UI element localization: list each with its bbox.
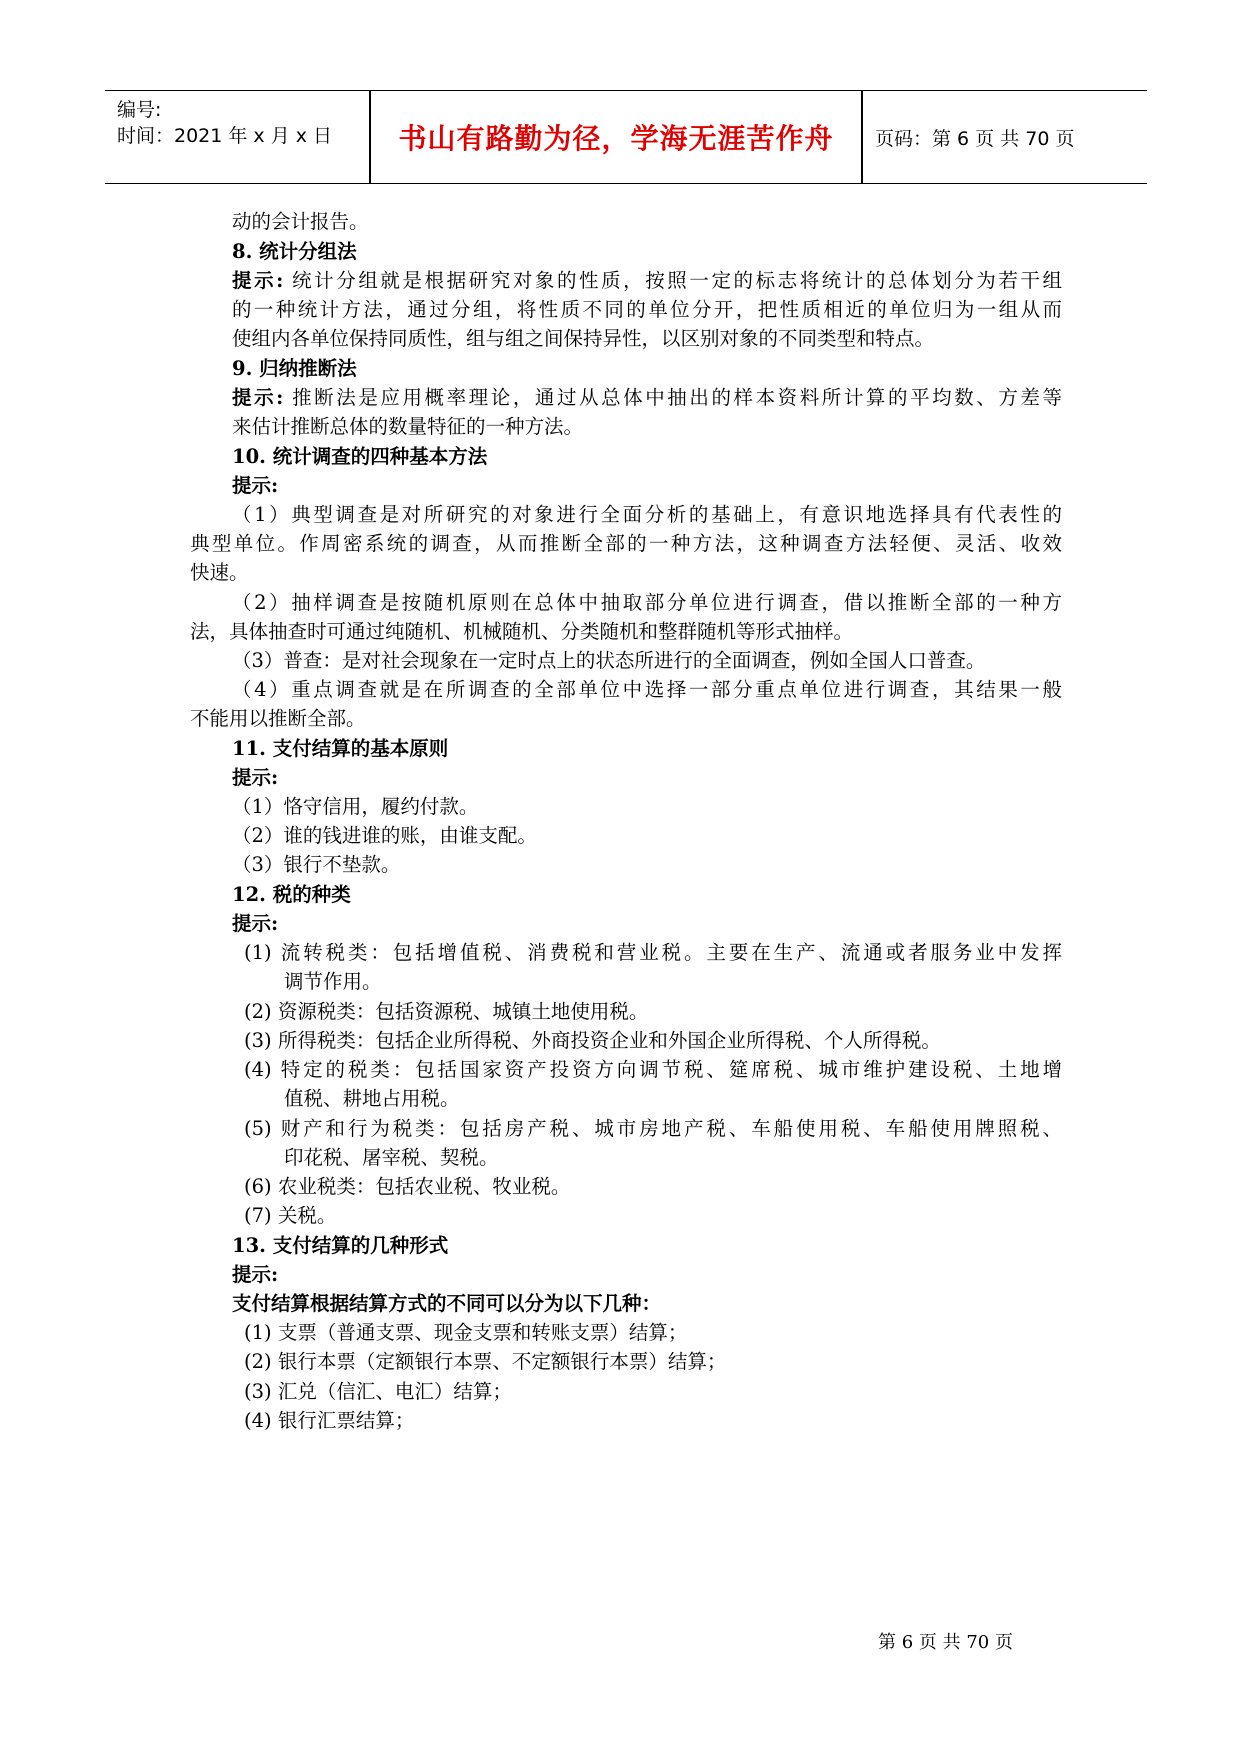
- list-item: (3) 所得税类：包括企业所得税、外商投资企业和外国企业所得税、个人所得税。: [244, 1029, 941, 1052]
- list-item: 调节作用。: [284, 970, 382, 993]
- text-line: 快速。: [190, 561, 249, 584]
- text-line: （1）典型调查是对所研究的对象进行全面分析的基础上，有意识地选择具有代表性的: [232, 503, 1062, 526]
- list-item: (1) 支票（普通支票、现金支票和转账支票）结算；: [244, 1321, 688, 1344]
- list-item: (2) 资源税类：包括资源税、城镇土地使用税。: [244, 1000, 649, 1023]
- hint-label: 提示:: [232, 1263, 279, 1286]
- section-heading: 11. 支付结算的基本原则: [232, 737, 449, 760]
- list-item: (4) 特定的税类：包括国家资产投资方向调节税、筵席税、城市维护建设税、土地增: [244, 1058, 1062, 1081]
- text-line: 不能用以推断全部。: [190, 707, 366, 730]
- section-heading: 13. 支付结算的几种形式: [232, 1234, 449, 1257]
- text-line: 法，具体抽查时可通过纯随机、机械随机、分类随机和整群随机等形式抽样。: [190, 620, 854, 643]
- list-item: (4) 银行汇票结算；: [244, 1409, 415, 1432]
- list-item: (3) 汇兑（信汇、电汇）结算；: [244, 1380, 512, 1403]
- text-line: 支付结算根据结算方式的不同可以分为以下几种：: [232, 1292, 662, 1315]
- text-line: 的一种统计方法，通过分组，将性质不同的单位分开，把性质相近的单位归为一组从而: [232, 298, 1062, 321]
- text-line: [232, 382, 1062, 410]
- hint-label: 提示:: [232, 269, 284, 292]
- hint-label: 提示:: [232, 386, 284, 409]
- section-heading: 9. 归纳推断法: [232, 357, 357, 380]
- list-item: (5) 财产和行为税类：包括房产税、城市房地产税、车船使用税、车船使用牌照税、: [244, 1117, 1062, 1140]
- header-table: [105, 90, 1147, 184]
- section-heading: 8. 统计分组法: [232, 240, 357, 263]
- hint-label: 提示:: [232, 766, 279, 789]
- list-item: (7) 关税。: [244, 1204, 337, 1227]
- page-footer: 第 6 页 共 70 页: [878, 1632, 1013, 1653]
- number-label: 编号:: [117, 99, 162, 121]
- text-line: [232, 265, 1062, 293]
- header-page-label: 页码：第 6 页 共 70 页: [875, 127, 1075, 150]
- header-divider: [861, 91, 863, 183]
- list-item: 印花税、屠宰税、契税。: [284, 1146, 499, 1169]
- section-heading: 12. 税的种类: [232, 883, 351, 906]
- text-line: 动的会计报告。: [232, 210, 369, 233]
- hint-text: 推断法是应用概率理论，通过从总体中抽出的样本资料所计算的平均数、方差等: [283, 386, 1062, 409]
- text-line: 典型单位。作周密系统的调查，从而推断全部的一种方法，这种调查方法轻便、灵活、收效: [190, 532, 1062, 555]
- hint-text: 统计分组就是根据研究对象的性质，按照一定的标志将统计的总体划分为若干组: [283, 269, 1062, 292]
- list-item: (2) 银行本票（定额银行本票、不定额银行本票）结算；: [244, 1350, 727, 1373]
- header-motto: 书山有路勤为径，学海无涯苦作舟: [398, 122, 834, 155]
- list-item: （1）恪守信用，履约付款。: [232, 795, 479, 818]
- text-line: 来估计推断总体的数量特征的一种方法。: [232, 415, 584, 438]
- hint-label: 提示:: [232, 912, 279, 935]
- list-item: (6) 农业税类：包括农业税、牧业税。: [244, 1175, 571, 1198]
- list-item: (1) 流转税类：包括增值税、消费税和营业税。主要在生产、流通或者服务业中发挥: [244, 941, 1062, 964]
- header-left-cell: [117, 91, 369, 183]
- text-line: （4）重点调查就是在所调查的全部单位中选择一部分重点单位进行调查，其结果一般: [232, 678, 1062, 701]
- list-item: （2）谁的钱进谁的账，由谁支配。: [232, 824, 537, 847]
- section-heading: 10. 统计调查的四种基本方法: [232, 445, 488, 468]
- list-item: 值税、耕地占用税。: [284, 1087, 460, 1110]
- hint-label: 提示:: [232, 474, 279, 497]
- text-line: 使组内各单位保持同质性，组与组之间保持异性，以区别对象的不同类型和特点。: [232, 327, 935, 350]
- time-label: 时间：2021 年 x 月 x 日: [117, 125, 333, 147]
- text-line: （3）普查：是对社会现象在一定时点上的状态所进行的全面调查，例如全国人口普查。: [232, 649, 986, 672]
- text-line: （2）抽样调查是按随机原则在总体中抽取部分单位进行调查，借以推断全部的一种方: [232, 591, 1062, 614]
- list-item: （3）银行不垫款。: [232, 853, 401, 876]
